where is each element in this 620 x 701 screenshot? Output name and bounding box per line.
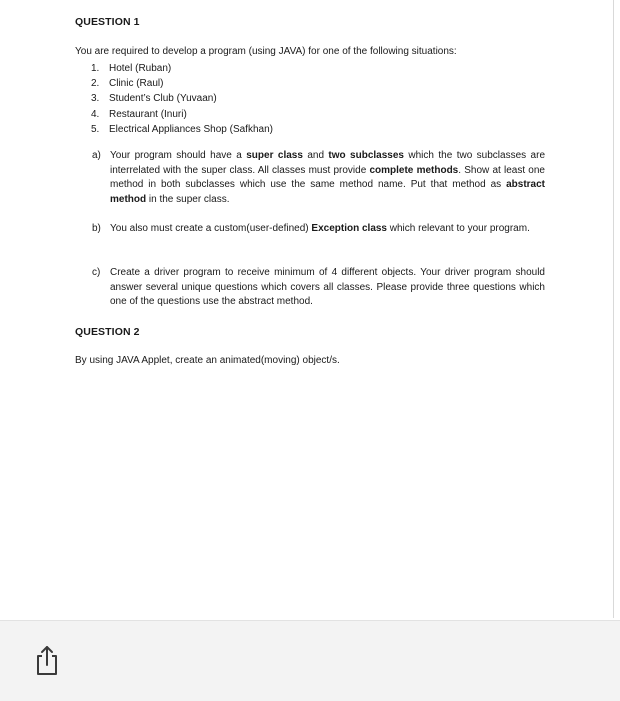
list-item-number: 1. (91, 63, 100, 74)
list-item-text: Electrical Appliances Shop (Safkhan) (109, 123, 273, 135)
task-a-text: Your program should have a super class and two subclasses which the two subclasses are interrelated with the super class. All classes must provide complete methods. Show at least one method in both subclasses which use the same method name. Put that method as abstract method in the super class. (110, 150, 546, 205)
task-b-text: You also must create a custom(user-defined) Exception class which relevant to your program. (110, 223, 530, 234)
list-item-number: 4. (91, 108, 100, 120)
list-item-text: Restaurant (Inuri) (109, 108, 187, 120)
task-a-letter: a) (92, 150, 101, 161)
situations-list (91, 61, 273, 137)
list-item-number: 2. (91, 78, 100, 90)
list-item (91, 76, 273, 91)
bottom-toolbar (0, 620, 620, 701)
list-item (91, 91, 273, 106)
list-item-number: 5. (91, 123, 100, 135)
share-button[interactable] (30, 643, 64, 677)
task-c-text: Create a driver program to receive minimum of 4 different objects. Your driver program should answer several unique questions which covers all classes. Please provide three questions which one of the questions use the abstract method. (110, 267, 545, 308)
list-item-number: 3. (91, 93, 100, 105)
list-item-text: Hotel (Ruban) (109, 63, 172, 74)
question-1-title: QUESTION 1 (75, 16, 140, 28)
task-c (92, 266, 545, 310)
question-2-text: By using JAVA Applet, create an animated(moving) object/s. (75, 355, 340, 366)
task-b-letter: b) (92, 223, 101, 234)
list-item (91, 122, 273, 137)
task-b (92, 222, 545, 237)
question-1-intro: You are required to develop a program (using JAVA) for one of the following situations: (75, 46, 457, 57)
task-a (92, 149, 545, 207)
task-c-letter: c) (92, 267, 101, 278)
list-item (91, 107, 273, 122)
list-item (91, 61, 273, 76)
share-icon (32, 644, 62, 676)
question-2-title: QUESTION 2 (75, 326, 140, 338)
list-item-text: Student’s Club (Yuvaan) (109, 93, 217, 105)
list-item-text: Clinic (Raul) (109, 78, 164, 90)
